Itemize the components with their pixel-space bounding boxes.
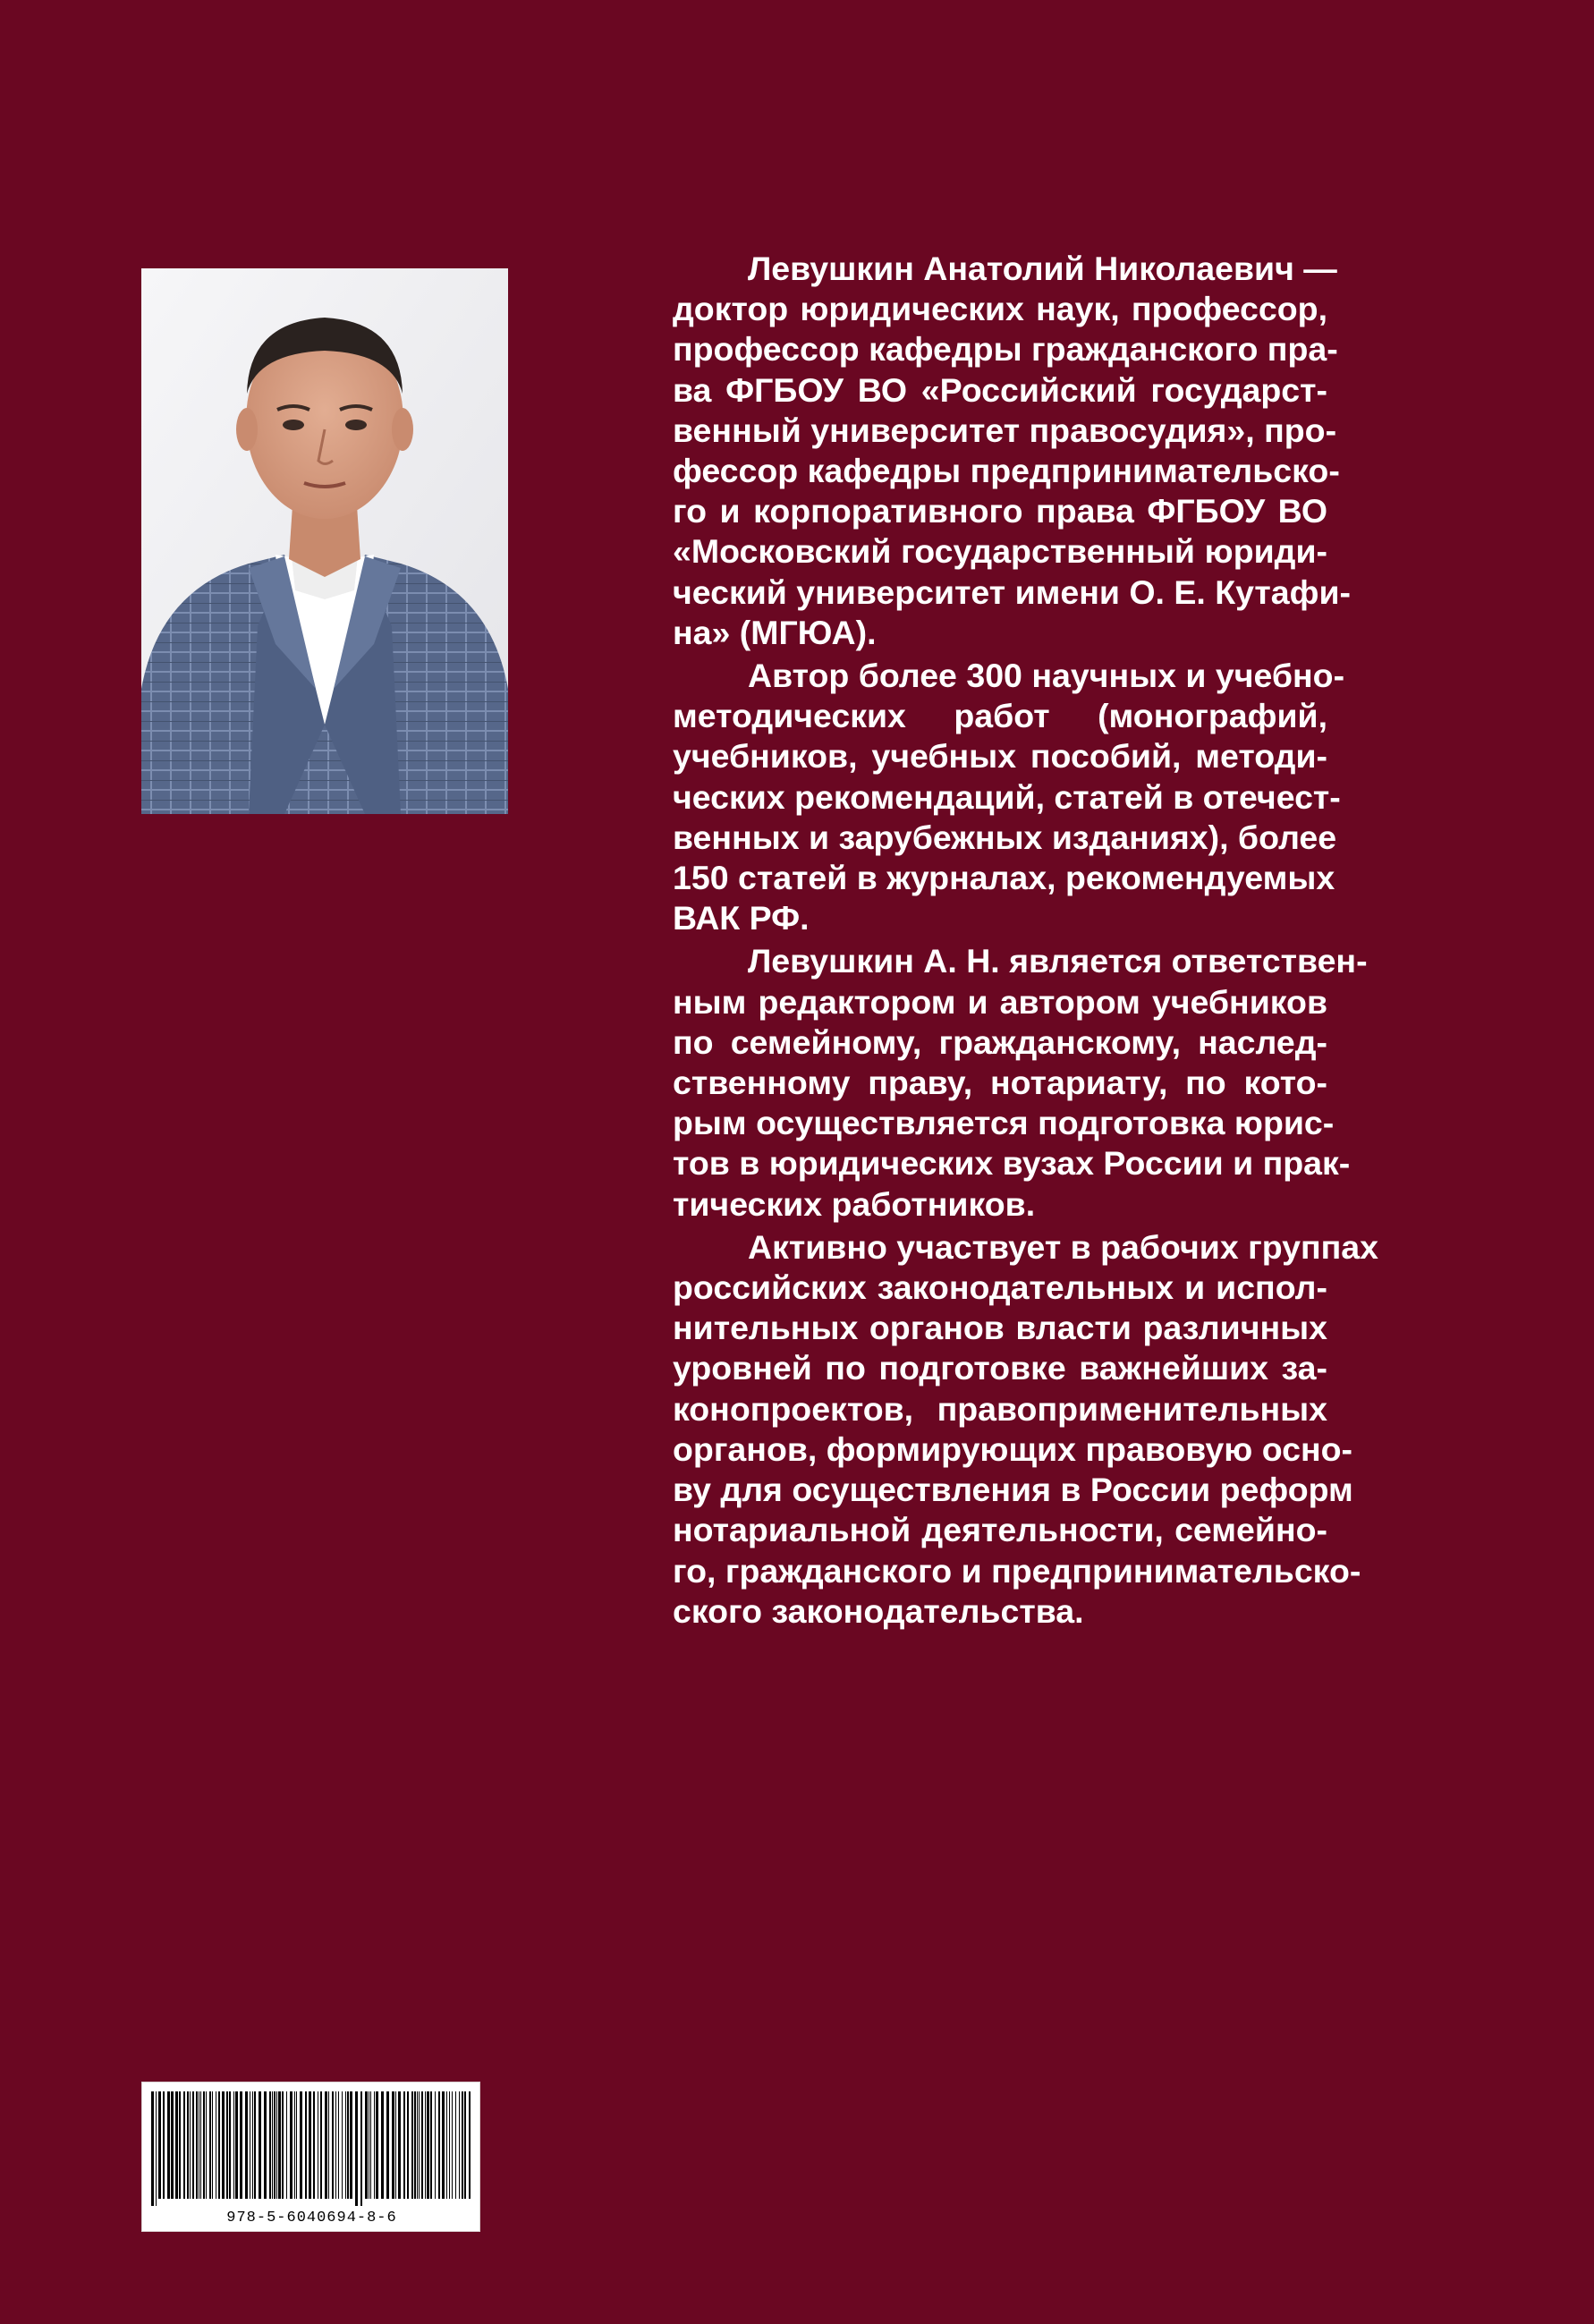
barcode-bar [345, 2091, 346, 2199]
barcode-bar [342, 2091, 343, 2199]
barcode-bar [206, 2091, 207, 2199]
barcode-bar [386, 2091, 389, 2199]
bio-line: конопроектов, правоприменительных [673, 1389, 1327, 1428]
bio-line: ву для осуществления в России реформ [673, 1471, 1353, 1509]
barcode-bar [435, 2091, 436, 2199]
bio-paragraph-1 [598, 249, 1351, 653]
barcode-bar [392, 2091, 394, 2199]
barcode-bar [425, 2091, 426, 2199]
barcode-bar [200, 2091, 201, 2199]
barcode-bar [264, 2091, 267, 2199]
barcode-bar [235, 2091, 238, 2199]
bio-line: «Московский государственный юриди- [673, 532, 1327, 571]
barcode-bar [276, 2091, 277, 2199]
bio-line: 150 статей в журналах, рекомендуемых [673, 859, 1335, 897]
bio-line: го и корпоративного права ФГБОУ ВО [673, 492, 1327, 530]
bio-paragraph-3 [598, 941, 1368, 1224]
barcode-bar [325, 2091, 327, 2199]
barcode-bar [286, 2091, 287, 2199]
bio-paragraph-4 [598, 1227, 1378, 1632]
barcode-bar [203, 2091, 205, 2199]
barcode-bar [240, 2091, 242, 2199]
barcode-bar [459, 2091, 460, 2199]
barcode-bar [464, 2091, 466, 2199]
bio-line: нительных органов власти различных [673, 1309, 1327, 1347]
barcode-bar [338, 2091, 339, 2199]
isbn-number: 978-5-6040694-8-6 [226, 2209, 397, 2226]
bio-line: фессор кафедры предпринимательско- [673, 452, 1340, 490]
bio-line: уровней по подготовке важнейших за- [673, 1349, 1327, 1387]
barcode-bar [282, 2091, 284, 2199]
barcode-bar [245, 2091, 248, 2199]
author-photo [141, 268, 508, 814]
barcode-bar [179, 2091, 181, 2199]
bio-line: доктор юридических наук, профессор, [673, 290, 1327, 328]
barcode-bar [252, 2091, 253, 2199]
barcode-bar [187, 2091, 189, 2199]
barcode-bar [335, 2091, 336, 2199]
bio-line: ным редактором и автором учебников [673, 982, 1327, 1021]
barcode-bar [430, 2091, 432, 2199]
barcode-bars [149, 2091, 474, 2206]
bio-line: ва ФГБОУ ВО «Российский государст- [673, 370, 1327, 409]
barcode-bar [218, 2091, 220, 2199]
barcode-bar [171, 2091, 174, 2199]
barcode-bar [381, 2091, 384, 2199]
barcode-bar [365, 2091, 368, 2199]
barcode-bar [414, 2091, 416, 2199]
barcode-bar [355, 2091, 358, 2206]
barcode-bar [233, 2091, 234, 2199]
barcode-bar [462, 2091, 463, 2199]
bio-line: российских законодательных и испол- [673, 1268, 1327, 1307]
barcode-bar [196, 2091, 198, 2199]
barcode-bar [254, 2091, 256, 2199]
barcode-bar [411, 2091, 413, 2199]
author-bio [598, 249, 1378, 1634]
bio-line: ственному праву, нотариату, по кото- [673, 1064, 1327, 1102]
barcode-bar [190, 2091, 191, 2199]
barcode-bar [438, 2091, 440, 2199]
barcode-bar [183, 2091, 185, 2199]
barcode-bar [294, 2091, 295, 2199]
barcode-bar [156, 2091, 157, 2206]
barcode-bar [305, 2091, 307, 2199]
barcode-bar [296, 2091, 297, 2199]
bio-line: рым осуществляется подготовка юрис- [673, 1104, 1335, 1142]
barcode-bar [403, 2091, 405, 2199]
barcode-bar [209, 2091, 211, 2199]
bio-line: ВАК РФ. [673, 899, 810, 937]
bio-line: ческий университет имени О. Е. Кутафи- [673, 573, 1351, 611]
barcode-bar [455, 2091, 456, 2199]
barcode-bar [328, 2091, 329, 2199]
barcode-bar [421, 2091, 423, 2199]
bio-line: венный университет правосудия», про- [673, 411, 1337, 449]
bio-line: Левушкин Анатолий Николаевич — [748, 250, 1337, 287]
barcode-bar [313, 2091, 315, 2199]
barcode-bar [192, 2091, 194, 2199]
barcode-bar [259, 2091, 261, 2199]
bio-line: тических работников. [673, 1184, 1036, 1223]
barcode-bar [175, 2091, 178, 2199]
barcode-bar [167, 2091, 170, 2199]
barcode-bar [290, 2091, 293, 2199]
barcode-bar [446, 2091, 447, 2199]
barcode-bar [274, 2091, 276, 2199]
bio-line: методических работ (монографий, [673, 697, 1327, 735]
barcode-bar [278, 2091, 281, 2199]
barcode-bar [163, 2091, 165, 2199]
barcode-bar [347, 2091, 349, 2199]
bio-line: на» (МГЮА). [673, 613, 877, 651]
bio-line: ского законодательства. [673, 1591, 1084, 1630]
barcode-bar [469, 2091, 471, 2199]
barcode-bar [376, 2091, 378, 2199]
barcode-bar [419, 2091, 420, 2199]
barcode-bar [395, 2091, 396, 2199]
barcode-bar [158, 2091, 161, 2199]
barcode-bar [212, 2091, 213, 2199]
bio-line: Автор более 300 научных и учебно- [748, 657, 1345, 695]
bio-line: го, гражданского и предпринимательско- [673, 1551, 1361, 1590]
barcode-bar [360, 2091, 362, 2206]
barcode-bar [332, 2091, 334, 2199]
barcode-bar [300, 2091, 302, 2199]
bio-line: учебников, учебных пособий, методи- [673, 737, 1327, 776]
bio-line: Левушкин А. Н. является ответствен- [748, 942, 1368, 980]
barcode-bar [374, 2091, 375, 2199]
bio-line: нотариальной деятельности, семейно- [673, 1511, 1327, 1549]
barcode-bar [222, 2091, 225, 2199]
bio-line: профессор кафедры гражданского пра- [673, 330, 1338, 369]
barcode-bar [398, 2091, 401, 2199]
isbn-barcode [141, 2082, 480, 2232]
barcode-bar [229, 2091, 231, 2199]
bio-line: Активно участвует в рабочих группах [748, 1227, 1378, 1266]
barcode-bar [226, 2091, 228, 2199]
bio-line: венных и зарубежных изданиях), более [673, 818, 1337, 856]
barcode-bar [407, 2091, 409, 2199]
barcode-bar [370, 2091, 371, 2199]
barcode-bar [309, 2091, 311, 2199]
barcode-bar [427, 2091, 429, 2199]
bio-line: тов в юридических вузах России и прак- [673, 1144, 1351, 1183]
bio-line: органов, формирующих правовую осно- [673, 1429, 1353, 1468]
barcode-bar [449, 2091, 450, 2199]
barcode-bar [442, 2091, 445, 2199]
bio-line: ческих рекомендаций, статей в отечест- [673, 777, 1341, 816]
barcode-bar [269, 2091, 271, 2199]
barcode-bar [151, 2091, 154, 2206]
barcode-bar [320, 2091, 322, 2199]
bio-paragraph-2 [598, 656, 1345, 938]
barcode-bar [452, 2091, 453, 2199]
bio-line: по семейному, гражданскому, наслед- [673, 1022, 1327, 1061]
barcode-bar [417, 2091, 418, 2199]
barcode-bar [350, 2091, 352, 2199]
barcode-bar [272, 2091, 273, 2199]
